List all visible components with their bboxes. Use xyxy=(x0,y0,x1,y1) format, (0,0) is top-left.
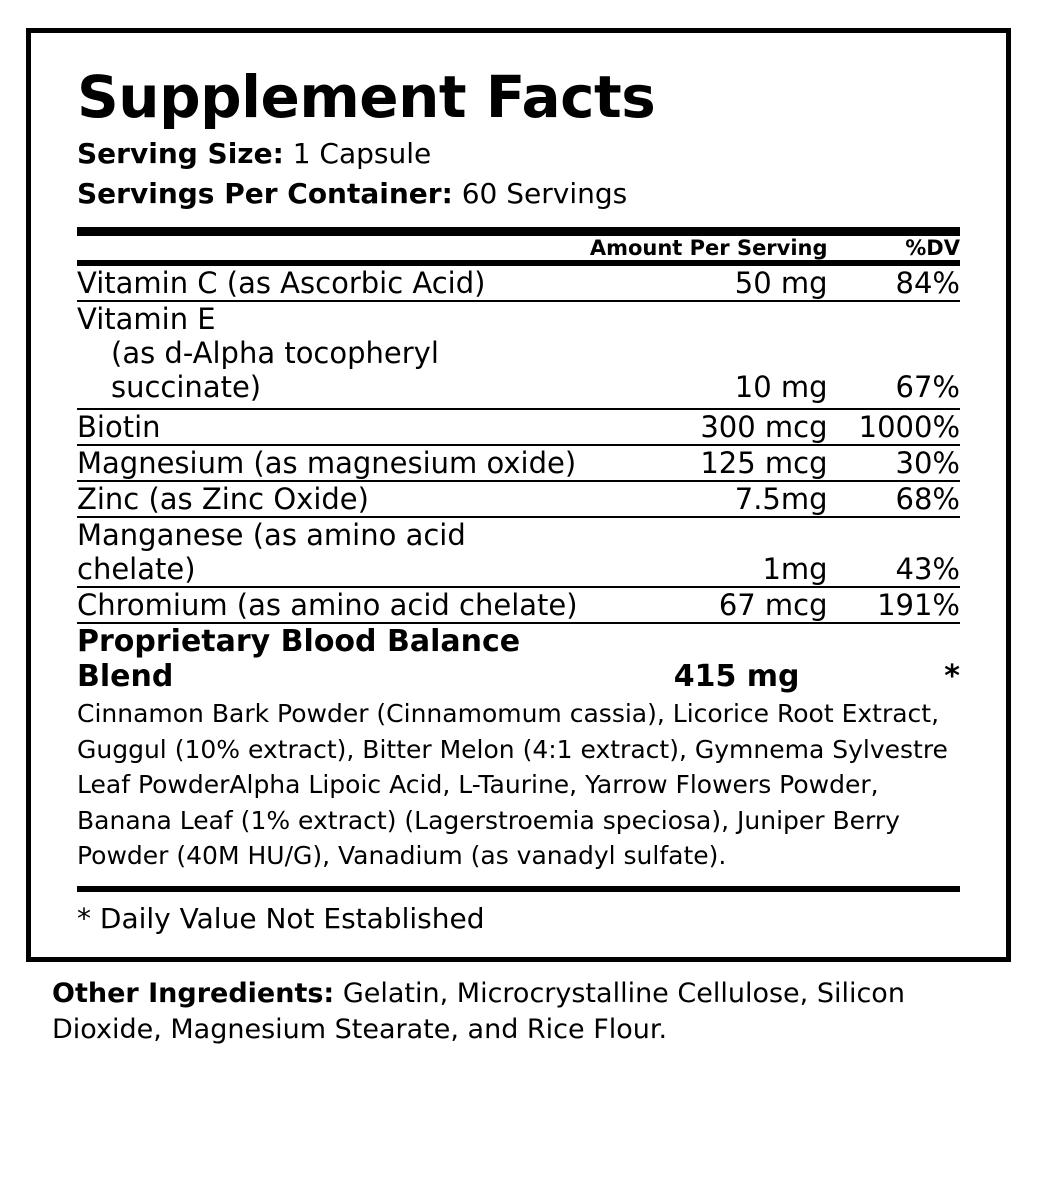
nutrient-name: Zinc (as Zinc Oxide) xyxy=(77,481,589,517)
blend-amount: 415 mg xyxy=(673,659,800,695)
table-row xyxy=(77,266,960,301)
nutrient-dv: 30% xyxy=(828,445,960,481)
table-row xyxy=(77,587,960,623)
nutrient-name: Manganese (as amino acid chelate) xyxy=(77,517,589,587)
table-row xyxy=(77,409,960,445)
table-row xyxy=(77,481,960,517)
nutrient-rows-table xyxy=(77,266,960,694)
other-ingredients-label: Other Ingredients: xyxy=(52,977,335,1009)
table-row xyxy=(77,301,960,409)
supplement-facts-panel xyxy=(26,28,1011,962)
nutrient-name-sub: (as d-Alpha tocopheryl succinate) xyxy=(111,336,439,405)
blend-row xyxy=(77,623,960,694)
nutrient-amount: 10 mg xyxy=(589,301,827,409)
nutrient-dv: 84% xyxy=(828,266,960,301)
blend-ingredient-list: Cinnamon Bark Powder (Cinnamomum cassia), Licorice Root Extract, Guggul (10% extract), Bitter Melon (4:1 extract), Gymnema Sylvestre Leaf PowderAlpha Lipoic Acid, L-Taurine, Yarrow Flowers Powder, Banana Leaf (1% extract) (Lagerstroemia speciosa), Juniper Berry Powder (40M HU/G), Vanadium (as vanadyl sulfate). xyxy=(77,699,948,871)
servings-per-container-line xyxy=(77,174,976,215)
nutrient-amount: 67 mcg xyxy=(589,587,827,623)
header-spacer xyxy=(77,236,589,260)
nutrient-dv: 43% xyxy=(828,517,960,587)
blend-name: Proprietary Blood Balance Blend xyxy=(77,624,521,695)
nutrient-amount: 7.5mg xyxy=(589,481,827,517)
servings-per-container-value: 60 Servings xyxy=(461,177,628,211)
nutrient-name: Vitamin E xyxy=(77,302,216,337)
nutrient-name: Magnesium (as magnesium oxide) xyxy=(77,445,589,481)
nutrient-name: Vitamin C (as Ascorbic Acid) xyxy=(77,266,589,301)
page-title: Supplement Facts xyxy=(77,63,656,131)
table-row xyxy=(77,445,960,481)
nutrient-amount: 50 mg xyxy=(589,266,827,301)
blend-dv: * xyxy=(944,659,960,695)
divider-thick-top xyxy=(77,227,960,236)
nutrient-amount: 1mg xyxy=(589,517,827,587)
other-ingredients-value: Gelatin, Microcrystalline Cellulose, Silicon Dioxide, Magnesium Stearate, and Rice Flour. xyxy=(52,977,905,1046)
table-header-row xyxy=(77,236,960,260)
nutrient-amount: 300 mcg xyxy=(589,409,827,445)
other-ingredients xyxy=(52,976,999,1049)
nutrient-dv: 191% xyxy=(828,587,960,623)
column-header-amount: Amount Per Serving xyxy=(589,236,828,261)
servings-per-container-label: Servings Per Container: xyxy=(77,177,453,211)
nutrient-dv: 1000% xyxy=(828,409,960,445)
table-row xyxy=(77,517,960,587)
nutrient-name: Chromium (as amino acid chelate) xyxy=(77,587,589,623)
nutrient-dv: 67% xyxy=(828,301,960,409)
serving-size-line xyxy=(77,134,976,175)
nutrient-name: Biotin xyxy=(77,409,589,445)
column-header-dv: %DV xyxy=(905,236,960,261)
nutrient-amount: 125 mcg xyxy=(589,445,827,481)
nutrient-dv: 68% xyxy=(828,481,960,517)
serving-size-label: Serving Size: xyxy=(77,136,284,170)
serving-size-value: 1 Capsule xyxy=(292,136,432,170)
divider-above-footnote xyxy=(77,886,960,892)
nutrient-name-block xyxy=(77,301,589,409)
nutrition-table xyxy=(77,236,960,260)
daily-value-footnote: * Daily Value Not Established xyxy=(77,901,485,935)
